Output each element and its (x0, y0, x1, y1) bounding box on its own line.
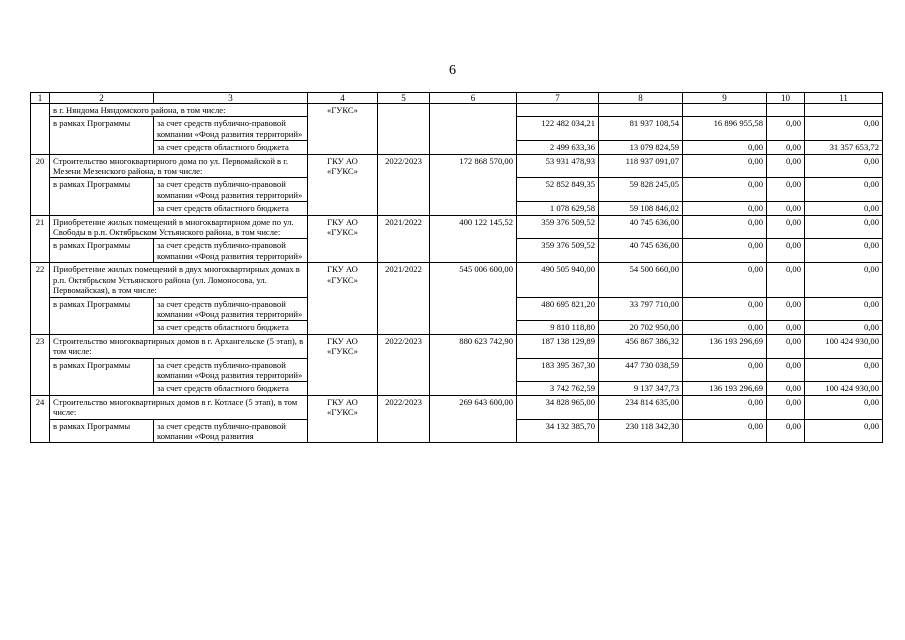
organization: ГКУ АО «ГУКС» (308, 215, 378, 263)
amount-cell: 0,00 (683, 154, 767, 178)
organization: ГКУ АО «ГУКС» (308, 395, 378, 443)
amount-cell: 0,00 (805, 321, 883, 334)
amount-cell: 0,00 (683, 419, 767, 443)
amount-cell: 53 931 478,93 (517, 154, 599, 178)
funding-source: за счет средств публично-правовой компании «Фонд развития территорий» (154, 297, 308, 321)
funding-source: за счет средств областного бюджета (154, 202, 308, 215)
amount-cell: 1 078 629,58 (517, 202, 599, 215)
funding-source: за счет средств областного бюджета (154, 141, 308, 154)
table-row (31, 334, 883, 358)
amount-cell: 40 745 636,00 (599, 215, 683, 239)
table-row (31, 263, 883, 297)
row-number (31, 104, 50, 155)
amount-cell: 0,00 (805, 178, 883, 202)
column-header: 3 (154, 93, 308, 104)
table-row (31, 104, 883, 117)
amount-cell: 0,00 (805, 358, 883, 382)
amount-cell: 0,00 (767, 141, 805, 154)
period: 2022/2023 (378, 334, 430, 395)
amount-cell: 34 828 965,00 (517, 395, 599, 419)
amount-cell (683, 104, 767, 117)
amount-cell: 0,00 (683, 202, 767, 215)
organization: ГКУ АО «ГУКС» (308, 263, 378, 334)
amount-cell: 2 499 633,36 (517, 141, 599, 154)
amount-cell: 13 079 824,59 (599, 141, 683, 154)
amount-cell (805, 104, 883, 117)
amount-cell: 16 896 955,58 (683, 117, 767, 141)
amount-cell: 0,00 (683, 358, 767, 382)
row-number: 23 (31, 334, 50, 395)
object-title: Строительство многоквартирных домов в г. Архангельске (5 этап), в том числе: (50, 334, 308, 358)
amount-cell (599, 104, 683, 117)
amount-cell: 118 937 091,07 (599, 154, 683, 178)
table-row (31, 215, 883, 239)
amount-cell: 100 424 930,00 (805, 334, 883, 358)
amount-cell: 0,00 (767, 202, 805, 215)
amount-cell: 0,00 (805, 117, 883, 141)
amount-cell: 447 730 038,59 (599, 358, 683, 382)
amount-cell: 0,00 (767, 358, 805, 382)
total-cost (430, 104, 517, 155)
funding-source: за счет средств областного бюджета (154, 321, 308, 334)
column-header: 5 (378, 93, 430, 104)
column-header: 1 (31, 93, 50, 104)
total-cost: 880 623 742,90 (430, 334, 517, 395)
object-title: Приобретение жилых помещений в двух многоквартирных домах в р.п. Октябрьском Устьянского района (ул. Ломоносова, ул. Первомайская), в том числе: (50, 263, 308, 297)
header-row (31, 93, 883, 104)
amount-cell: 0,00 (767, 178, 805, 202)
amount-cell: 480 695 821,20 (517, 297, 599, 321)
amount-cell: 0,00 (805, 239, 883, 263)
amount-cell: 100 424 930,00 (805, 382, 883, 395)
amount-cell: 0,00 (767, 382, 805, 395)
amount-cell: 359 376 509,52 (517, 215, 599, 239)
column-header: 4 (308, 93, 378, 104)
amount-cell: 0,00 (805, 419, 883, 443)
amount-cell: 0,00 (805, 202, 883, 215)
organization: ГКУ АО «ГУКС» (308, 334, 378, 395)
amount-cell: 0,00 (767, 154, 805, 178)
total-cost: 269 643 600,00 (430, 395, 517, 443)
program-label: в рамках Программы (50, 239, 154, 263)
program-label: в рамках Программы (50, 117, 154, 154)
amount-cell: 0,00 (767, 321, 805, 334)
total-cost: 172 868 570,00 (430, 154, 517, 215)
amount-cell: 54 500 660,00 (599, 263, 683, 297)
amount-cell: 40 745 636,00 (599, 239, 683, 263)
total-cost: 400 122 145,52 (430, 215, 517, 263)
amount-cell: 9 810 118,80 (517, 321, 599, 334)
amount-cell: 0,00 (683, 239, 767, 263)
program-label: в рамках Программы (50, 419, 154, 443)
funding-source: за счет средств публично-правовой компании «Фонд развития территорий» (154, 239, 308, 263)
amount-cell: 0,00 (683, 395, 767, 419)
period: 2021/2022 (378, 263, 430, 334)
row-number: 20 (31, 154, 50, 215)
amount-cell: 0,00 (683, 321, 767, 334)
amount-cell: 31 357 653,72 (805, 141, 883, 154)
column-header: 11 (805, 93, 883, 104)
amount-cell: 0,00 (683, 297, 767, 321)
budget-table (30, 92, 883, 443)
program-label: в рамках Программы (50, 358, 154, 395)
period: 2021/2022 (378, 215, 430, 263)
column-header: 2 (50, 93, 154, 104)
amount-cell: 3 742 762,59 (517, 382, 599, 395)
funding-source: за счет средств публично-правовой компании «Фонд развития (154, 419, 308, 443)
amount-cell: 359 376 509,52 (517, 239, 599, 263)
amount-cell (767, 104, 805, 117)
amount-cell: 0,00 (805, 154, 883, 178)
amount-cell: 230 118 342,30 (599, 419, 683, 443)
amount-cell: 0,00 (805, 395, 883, 419)
object-title: в г. Няндома Няндомского района, в том числе: (50, 104, 308, 117)
funding-source: за счет средств публично-правовой компании «Фонд развития территорий» (154, 178, 308, 202)
amount-cell: 0,00 (767, 117, 805, 141)
funding-source: за счет средств публично-правовой компании «Фонд развития территорий» (154, 117, 308, 141)
amount-cell: 59 108 846,02 (599, 202, 683, 215)
amount-cell: 456 867 386,32 (599, 334, 683, 358)
period: 2022/2023 (378, 154, 430, 215)
amount-cell (517, 104, 599, 117)
amount-cell: 33 797 710,00 (599, 297, 683, 321)
amount-cell: 234 814 635,00 (599, 395, 683, 419)
amount-cell: 0,00 (805, 263, 883, 297)
table-row (31, 154, 883, 178)
organization: ГКУ АО «ГУКС» (308, 154, 378, 215)
amount-cell: 0,00 (683, 263, 767, 297)
object-title: Строительство многоквартирного дома по ул. Первомайской в г. Мезени Мезенского района, в том числе: (50, 154, 308, 178)
table-row (31, 395, 883, 419)
amount-cell: 490 505 940,00 (517, 263, 599, 297)
row-number: 22 (31, 263, 50, 334)
program-label: в рамках Программы (50, 178, 154, 215)
amount-cell: 0,00 (767, 419, 805, 443)
column-header: 7 (517, 93, 599, 104)
amount-cell: 0,00 (683, 178, 767, 202)
amount-cell: 183 395 367,30 (517, 358, 599, 382)
period: 2022/2023 (378, 395, 430, 443)
column-header: 8 (599, 93, 683, 104)
amount-cell: 0,00 (805, 215, 883, 239)
amount-cell: 0,00 (767, 297, 805, 321)
program-label: в рамках Программы (50, 297, 154, 334)
amount-cell: 0,00 (767, 239, 805, 263)
amount-cell: 136 193 296,69 (683, 382, 767, 395)
column-header: 9 (683, 93, 767, 104)
funding-source: за счет средств областного бюджета (154, 382, 308, 395)
amount-cell: 0,00 (805, 297, 883, 321)
page-number: 6 (449, 63, 456, 78)
amount-cell: 0,00 (767, 263, 805, 297)
amount-cell: 9 137 347,73 (599, 382, 683, 395)
amount-cell: 0,00 (683, 215, 767, 239)
amount-cell: 20 702 950,00 (599, 321, 683, 334)
object-title: Строительство многоквартирных домов в г. Котласе (5 этап), в том числе: (50, 395, 308, 419)
amount-cell: 0,00 (767, 334, 805, 358)
amount-cell: 52 852 849,35 (517, 178, 599, 202)
amount-cell: 0,00 (767, 395, 805, 419)
amount-cell: 0,00 (767, 215, 805, 239)
amount-cell: 136 193 296,69 (683, 334, 767, 358)
amount-cell: 81 937 108,54 (599, 117, 683, 141)
organization: «ГУКС» (308, 104, 378, 155)
amount-cell: 59 828 245,05 (599, 178, 683, 202)
amount-cell: 187 138 129,89 (517, 334, 599, 358)
amount-cell: 122 482 034,21 (517, 117, 599, 141)
amount-cell: 0,00 (683, 141, 767, 154)
column-header: 10 (767, 93, 805, 104)
amount-cell: 34 132 385,70 (517, 419, 599, 443)
funding-source: за счет средств публично-правовой компании «Фонд развития территорий» (154, 358, 308, 382)
period (378, 104, 430, 155)
column-header: 6 (430, 93, 517, 104)
row-number: 21 (31, 215, 50, 263)
object-title: Приобретение жилых помещений в многоквартирном доме по ул. Свободы в р.п. Октябрьском Устьянского района, в том числе: (50, 215, 308, 239)
total-cost: 545 006 600,00 (430, 263, 517, 334)
row-number: 24 (31, 395, 50, 443)
